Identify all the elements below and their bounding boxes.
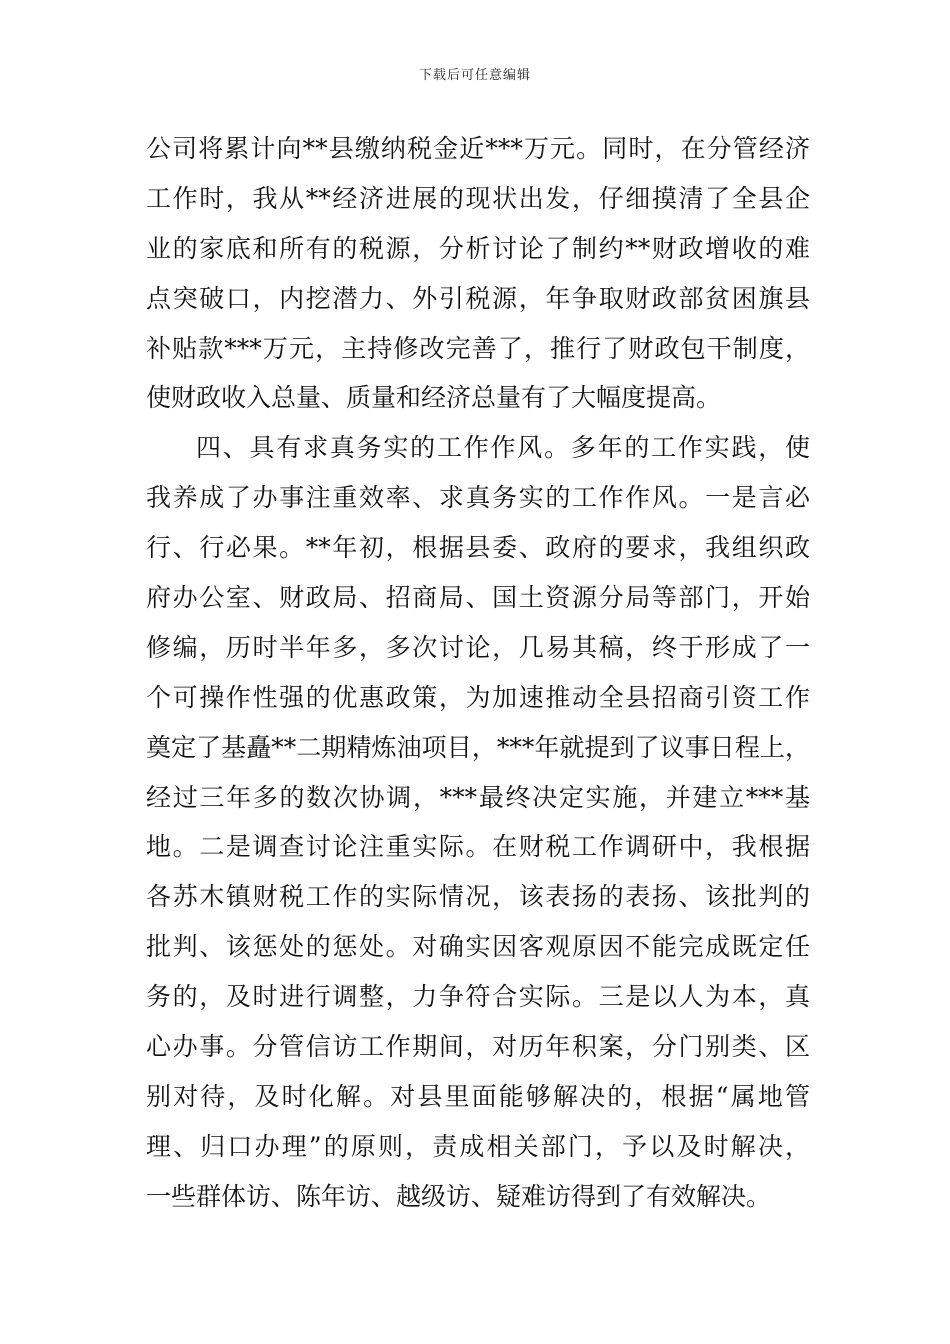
text-line: 使财政收入总量、质量和经济总量有了大幅度提高。 (146, 383, 722, 413)
text-line: 各苏木镇财税工作的实际情况，该表扬的表扬、该批判的 (146, 882, 810, 912)
text-line: 别对待，及时化解。对县里面能够解决的，根据“属地管 (146, 1081, 810, 1111)
text-line: 补贴款***万元，主持修改完善了，推行了财政包干制度， (146, 333, 810, 363)
paragraph-first-line: 四、具有求真务实的工作作风。多年的工作实践，使 (196, 433, 810, 463)
text-line: 务的，及时进行调整，力争符合实际。三是以人为本，真 (146, 982, 810, 1012)
text-line: 心办事。分管信访工作期间，对历年积案，分门别类、区 (146, 1032, 810, 1062)
text-line: 我养成了办事注重效率、求真务实的工作作风。一是言必 (146, 483, 810, 513)
text-line: 一些群体访、陈年访、越级访、疑难访得到了有效解决。 (146, 1181, 772, 1211)
text-line: 理、归口办理”的原则，责成相关部门，予以及时解决， (146, 1131, 810, 1161)
text-line: 业的家底和所有的税源，分析讨论了制约**财政增收的难 (146, 233, 810, 263)
text-line: 奠定了基矗**二期精炼油项目，***年就提到了议事日程上， (146, 732, 810, 762)
text-line: 府办公室、财政局、招商局、国土资源分局等部门，开始 (146, 583, 810, 613)
text-line: 工作时，我从**经济进展的现状出发，仔细摸清了全县企 (146, 183, 810, 213)
text-line: 地。二是调查讨论注重实际。在财税工作调研中，我根据 (146, 832, 810, 862)
page-header: 下载后可任意编辑 (418, 68, 531, 83)
document-body (146, 124, 810, 1222)
text-line: 经过三年多的数次协调，***最终决定实施，并建立***基 (146, 782, 810, 812)
text-line: 公司将累计向**县缴纳税金近***万元。同时，在分管经济 (146, 134, 810, 163)
text-line: 点突破口，内挖潜力、外引税源，年争取财政部贫困旗县 (146, 283, 810, 313)
text-line: 个可操作性强的优惠政策，为加速推动全县招商引资工作 (146, 682, 810, 712)
text-line: 行、行必果。**年初，根据县委、政府的要求，我组织政 (146, 533, 810, 563)
text-line: 修编，历时半年多，多次讨论，几易其稿，终于形成了一 (146, 632, 810, 662)
text-line: 批判、该惩处的惩处。对确实因客观原因不能完成既定任 (146, 932, 810, 962)
